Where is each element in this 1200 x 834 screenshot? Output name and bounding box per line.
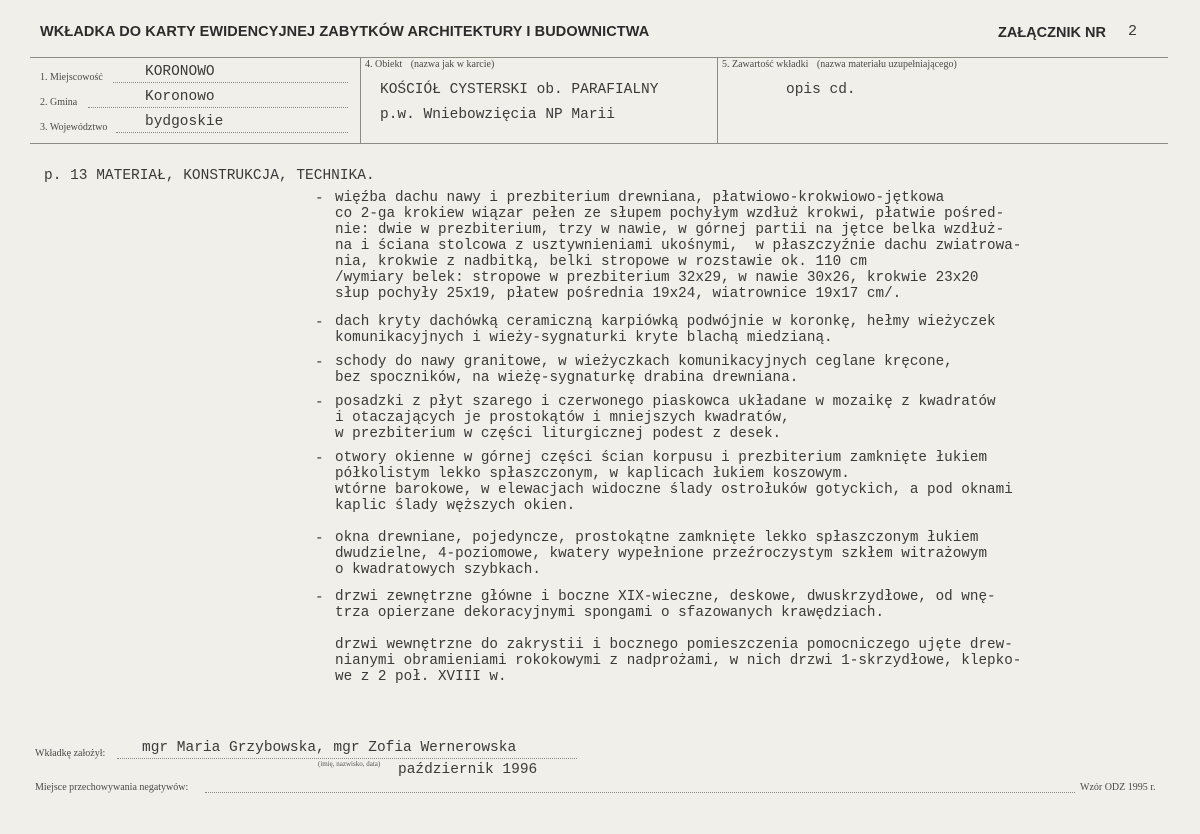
description-line: bez spoczników, na wieżę-sygnaturkę drabina drewniana. xyxy=(335,370,799,386)
section-heading: p. 13 MATERIAŁ, KONSTRUKCJA, TECHNIKA. xyxy=(44,168,375,184)
description-line: na i ściana stolcowa z usztywnieniami ukośnymi, w płaszczyźnie dachu zwiatrowa- xyxy=(335,238,1022,254)
contents-label-text: 5. Zawartość wkładki xyxy=(722,59,809,70)
description-line: dwudzielne, 4-poziomowe, kwatery wypełnione przeźroczystym szkłem witrażowym xyxy=(335,546,988,562)
storage-dots xyxy=(205,792,1075,793)
description-line: otwory okienne w górnej części ścian korpusu i prezbiterium zamknięte łukiem xyxy=(335,450,988,466)
contents-label xyxy=(722,59,957,70)
author-note: (imię, nazwisko, data) xyxy=(318,760,381,768)
object-label-note: (nazwa jak w karcie) xyxy=(410,59,495,70)
description-line: drzwi zewnętrzne główne i boczne XIX-wieczne, deskowe, dwuskrzydłowe, od wnę- xyxy=(335,589,996,605)
description-line: słup pochyły 25x19, płatew pośrednia 19x24, wiatrownice 19x17 cm/. xyxy=(335,286,902,302)
list-dash: - xyxy=(315,355,324,371)
description-line: półkolistym lekko spłaszczonym, w kaplicach łukiem koszowym. xyxy=(335,466,850,482)
description-line: o kwadratowych szybkach. xyxy=(335,562,541,578)
object-label xyxy=(365,59,494,70)
divider-col-2 xyxy=(717,57,718,143)
author-dots xyxy=(117,758,577,759)
annex-number: 2 xyxy=(1128,23,1138,40)
description-line: nie: dwie w prezbiterium, trzy w nawie, w górnej partii na jętce belka wzdłuż- xyxy=(335,222,1005,238)
contents-label-note: (nazwa materiału uzupełniającego) xyxy=(816,59,957,70)
object-line-1: KOŚCIÓŁ CYSTERSKI ob. PARAFIALNY xyxy=(380,82,659,98)
contents-value: opis cd. xyxy=(786,82,856,98)
annex-label: ZAŁĄCZNIK NR xyxy=(998,25,1106,41)
list-dash: - xyxy=(315,395,324,411)
description-line: nia, krokwie z nadbitką, belki stropowe w rozstawie ok. 110 cm xyxy=(335,254,867,270)
place-dots xyxy=(113,82,348,83)
description-line: i otaczających je prostokątów i mniejszych kwadratów, xyxy=(335,410,790,426)
commune-value: Koronowo xyxy=(145,89,215,105)
description-line: posadzki z płyt szarego i czerwonego piaskowca układane w mozaikę z kwadratów xyxy=(335,394,996,410)
description-line: wtórne barokowe, w elewacjach widoczne ślady ostrołuków gotyckich, a pod oknami xyxy=(335,482,1013,498)
divider-col-1 xyxy=(360,57,361,143)
place-value: KORONOWO xyxy=(145,64,215,80)
description-line: kaplic ślady węższych okien. xyxy=(335,498,576,514)
date-value: październik 1996 xyxy=(398,762,538,778)
voivodeship-value: bydgoskie xyxy=(145,114,224,130)
description-line: trza opierzane dekoracyjnymi spongami o sfazowanych krawędziach. xyxy=(335,605,885,621)
list-dash: - xyxy=(315,590,324,606)
description-line: co 2-ga krokiew wiązar pełen ze słupem pochyłym wzdłuż krokwi, płatwie pośred- xyxy=(335,206,1005,222)
list-dash: - xyxy=(315,315,324,331)
list-dash: - xyxy=(315,531,324,547)
commune-label: 2. Gmina xyxy=(40,97,78,108)
description-line: komunikacyjnych i wieży-sygnaturki kryte blachą miedzianą. xyxy=(335,330,833,346)
header-rule xyxy=(30,57,1168,58)
description-line: nianymi obramieniami rokokowymi z nadprożami, w nich drzwi 1-skrzydłowe, klepko- xyxy=(335,653,1022,669)
fields-bottom-rule xyxy=(30,143,1168,144)
form-title: WKŁADKA DO KARTY EWIDENCYJNEJ ZABYTKÓW ARCHITEKTURY I BUDOWNICTWA xyxy=(40,24,650,40)
description-line: we z 2 poł. XVIII w. xyxy=(335,669,507,685)
description-line: dach kryty dachówką ceramiczną karpiówką podwójnie w koronkę, hełmy wieżyczek xyxy=(335,314,996,330)
description-line: /wymiary belek: stropowe w prezbiterium 32x29, w nawie 30x26, krokwie 23x20 xyxy=(335,270,979,286)
description-line: schody do nawy granitowe, w wieżyczkach komunikacyjnych ceglane kręcone, xyxy=(335,354,953,370)
commune-dots xyxy=(88,107,348,108)
object-label-text: 4. Obiekt xyxy=(365,59,403,70)
voivodeship-dots xyxy=(116,132,348,133)
place-label: 1. Miejscowość xyxy=(40,72,103,83)
voivodeship-label: 3. Województwo xyxy=(40,122,108,133)
list-dash: - xyxy=(315,191,324,207)
description-line: okna drewniane, pojedyncze, prostokątne zamknięte lekko spłaszczonym łukiem xyxy=(335,530,979,546)
description-line: więźba dachu nawy i prezbiterium drewniana, płatwiowo-krokwiowo-jętkowa xyxy=(335,190,945,206)
description-line: drzwi wewnętrzne do zakrystii i bocznego pomieszczenia pomocniczego ujęte drew- xyxy=(335,637,1013,653)
template-label: Wzór ODZ 1995 r. xyxy=(1080,782,1156,793)
object-line-2: p.w. Wniebowzięcia NP Marii xyxy=(380,107,615,123)
description-line: w prezbiterium w części liturgicznej podest z desek. xyxy=(335,426,782,442)
author-label: Wkładkę założył: xyxy=(35,748,106,759)
storage-label: Miejsce przechowywania negatywów: xyxy=(35,782,189,793)
author-value: mgr Maria Grzybowska, mgr Zofia Wernerowska xyxy=(142,740,517,756)
list-dash: - xyxy=(315,451,324,467)
